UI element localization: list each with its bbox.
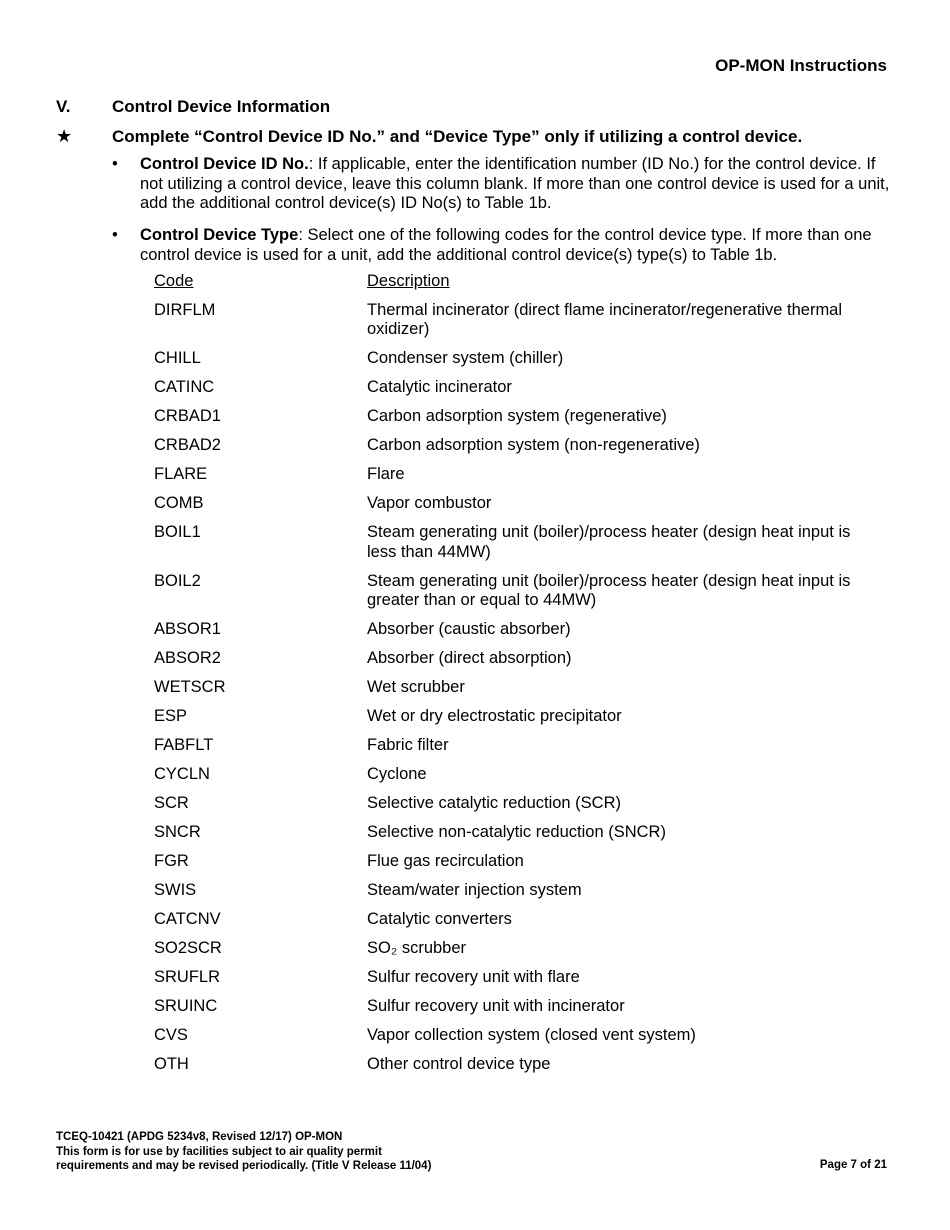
device-description: SO₂ scrubber <box>367 939 467 957</box>
device-code: SO2SCR <box>154 939 222 957</box>
column-header-description: Description <box>367 272 450 290</box>
device-description: Steam/water injection system <box>367 881 582 899</box>
footer-note-line1: This form is for use by facilities subject to air quality permit <box>56 1145 382 1158</box>
device-description: Vapor collection system (closed vent system) <box>367 1026 696 1044</box>
device-description: Carbon adsorption system (regenerative) <box>367 407 667 425</box>
device-description: Cyclone <box>367 765 427 783</box>
star-note-text: Complete “Control Device ID No.” and “Device Type” only if utilizing a control device. <box>112 127 803 146</box>
device-code: SWIS <box>154 881 197 899</box>
device-description: Vapor combustor <box>367 494 492 512</box>
device-code: SRUFLR <box>154 968 221 986</box>
device-code: SNCR <box>154 823 201 841</box>
star-note <box>56 126 802 147</box>
device-code: CYCLN <box>154 765 210 783</box>
device-code: OTH <box>154 1055 189 1073</box>
device-code: CVS <box>154 1026 188 1044</box>
device-code: COMB <box>154 494 204 512</box>
device-code: CRBAD2 <box>154 436 221 454</box>
section-heading <box>56 97 330 117</box>
table-row <box>154 678 894 698</box>
bullet-icon: • <box>112 155 118 173</box>
bullet-icon: • <box>112 226 118 244</box>
device-description: Wet scrubber <box>367 678 465 696</box>
table-row <box>154 349 894 369</box>
bullet-control-device-id <box>112 155 897 214</box>
table-row <box>154 1055 894 1075</box>
device-code: SRUINC <box>154 997 218 1015</box>
bullet-control-device-type <box>112 226 897 265</box>
device-code: CRBAD1 <box>154 407 221 425</box>
table-row <box>154 794 894 814</box>
device-description: Fabric filter <box>367 736 449 754</box>
device-description: Steam generating unit (boiler)/process heater (design heat input is less than 44MW) <box>367 523 851 561</box>
table-row <box>154 407 894 427</box>
bullet-text: : If applicable, enter the identification number (ID No.) for the control device. If not utilizing a control device, leave this column blank. If more than one control device is used for a unit, add the additional control device(s) ID No(s) to Table 1b. <box>140 155 890 212</box>
table-row <box>154 852 894 872</box>
table-row <box>154 523 894 562</box>
device-code: WETSCR <box>154 678 226 696</box>
device-code: CATINC <box>154 378 215 396</box>
device-description: Catalytic incinerator <box>367 378 512 396</box>
table-row <box>154 736 894 756</box>
device-description: Carbon adsorption system (non-regenerative) <box>367 436 700 454</box>
table-row <box>154 765 894 785</box>
column-header-code: Code <box>154 272 194 290</box>
device-code: ESP <box>154 707 188 725</box>
device-description: Sulfur recovery unit with flare <box>367 968 580 986</box>
table-row <box>154 823 894 843</box>
bullet-text: : Select one of the following codes for the control device type. If more than one control device is used for a unit, add the additional control device(s) type(s) to Table 1b. <box>140 226 872 264</box>
table-header-row <box>154 272 894 292</box>
device-description: Condenser system (chiller) <box>367 349 564 367</box>
table-row <box>154 649 894 669</box>
device-code: ABSOR1 <box>154 620 221 638</box>
footer <box>56 1130 431 1174</box>
table-row <box>154 968 894 988</box>
device-description: Thermal incinerator (direct flame incinerator/regenerative thermal oxidizer) <box>367 300 843 338</box>
bullet-label: Control Device ID No. <box>140 155 309 173</box>
table-row <box>154 881 894 901</box>
table-row <box>154 707 894 727</box>
device-code: BOIL2 <box>154 571 201 590</box>
device-code: BOIL1 <box>154 523 201 541</box>
table-row <box>154 997 894 1017</box>
device-code: CHILL <box>154 349 201 367</box>
device-description: Wet or dry electrostatic precipitator <box>367 707 622 725</box>
table-row <box>154 939 894 959</box>
section-title: Control Device Information <box>112 97 331 116</box>
table-row <box>154 494 894 514</box>
page-header-title: OP-MON Instructions <box>715 56 887 75</box>
device-code: CATCNV <box>154 910 221 928</box>
footer-form-id: TCEQ-10421 (APDG 5234v8, Revised 12/17) OP-MON <box>56 1131 343 1143</box>
page-number: Page 7 of 21 <box>819 1159 887 1171</box>
table-row <box>154 572 894 611</box>
device-code: ABSOR2 <box>154 649 221 667</box>
device-description: Absorber (direct absorption) <box>367 649 572 667</box>
device-description: Catalytic converters <box>367 910 512 928</box>
table-row <box>154 436 894 456</box>
table-row <box>154 910 894 930</box>
device-code: FABFLT <box>154 736 214 754</box>
device-description: Other control device type <box>367 1055 551 1073</box>
table-row <box>154 465 894 485</box>
device-code: SCR <box>154 794 189 812</box>
table-row <box>154 301 894 340</box>
table-row <box>154 620 894 640</box>
device-description: Absorber (caustic absorber) <box>367 620 571 638</box>
device-description: Sulfur recovery unit with incinerator <box>367 997 625 1015</box>
device-code: FLARE <box>154 465 208 483</box>
device-description: Flue gas recirculation <box>367 852 524 870</box>
device-description: Steam generating unit (boiler)/process heater (design heat input is greater than or equal to 44MW) <box>367 571 851 609</box>
bullet-label: Control Device Type <box>140 226 299 244</box>
star-icon: ★ <box>56 126 73 146</box>
table-row <box>154 1026 894 1046</box>
footer-note-line2: requirements and may be revised periodically. (Title V Release 11/04) <box>56 1160 432 1172</box>
device-code: DIRFLM <box>154 300 216 319</box>
section-number: V. <box>56 97 71 116</box>
device-description: Selective non-catalytic reduction (SNCR) <box>367 823 666 841</box>
device-description: Selective catalytic reduction (SCR) <box>367 794 622 812</box>
control-device-code-table <box>154 272 894 1084</box>
table-row <box>154 378 894 398</box>
device-description: Flare <box>367 465 405 483</box>
device-code: FGR <box>154 852 189 870</box>
